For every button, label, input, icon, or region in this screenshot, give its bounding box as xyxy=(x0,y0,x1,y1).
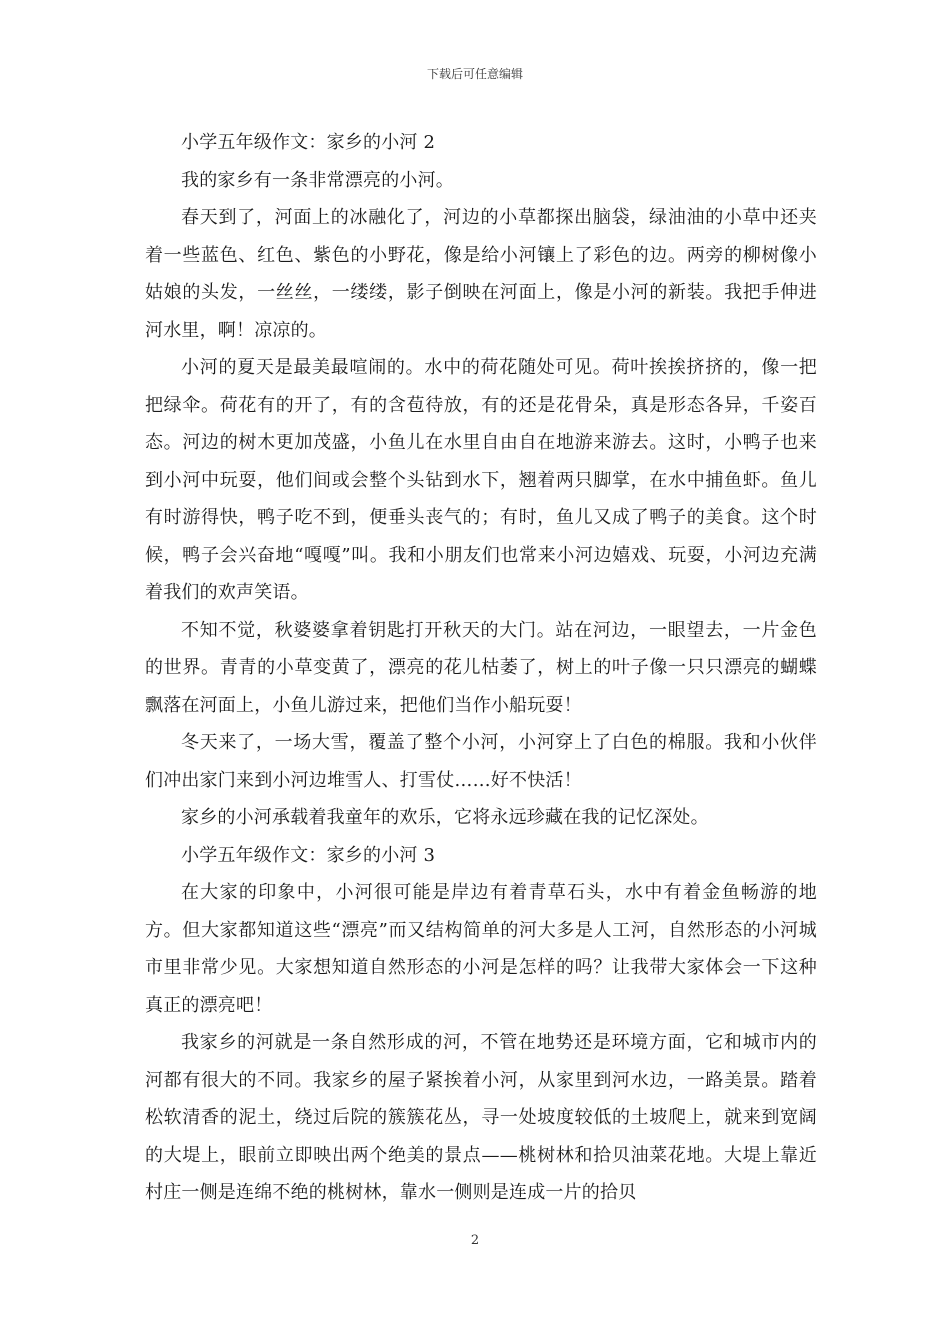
paragraph-hometown-river: 我家乡的河就是一条自然形成的河，不管在地势还是环境方面，它和城市内的河都有很大的不同。我家乡的屋子紧挨着小河，从家里到河水边，一路美景。踏着松软清香的泥土，绕过后院的簇簇花丛，寻一处坡度较低的土坡爬上，就来到宽阔的大堤上，眼前立即映出两个绝美的景点——桃树林和拾贝油菜花地。大堤上靠近村庄一侧是连绵不绝的桃树林，靠水一侧则是连成一片的拾贝 xyxy=(145,1032,817,1203)
page-header: 下载后可任意编辑 xyxy=(426,67,523,81)
paragraph-spring: 春天到了，河面上的冰融化了，河边的小草都探出脑袋，绿油油的小草中还夹着一些蓝色、红色、紫色的小野花，像是给小河镶上了彩色的边。两旁的柳树像小姑娘的头发，一丝丝，一缕缕，影子倒映在河面上，像是小河的新装。我把手伸进河水里，啊！凉凉的。 xyxy=(145,207,817,341)
document-body xyxy=(145,124,817,1212)
essay-title-2: 小学五年级作文：家乡的小河 2 xyxy=(181,132,436,153)
essay-title-3: 小学五年级作文：家乡的小河 3 xyxy=(181,844,436,866)
paragraph-summer: 小河的夏天是最美最喧闹的。水中的荷花随处可见。荷叶挨挨挤挤的，像一把把绿伞。荷花有的开了，有的含苞待放，有的还是花骨朵，真是形态各异，千姿百态。河边的树木更加茂盛，小鱼儿在水里自由自在地游来游去。这时，小鸭子也来到小河中玩耍，他们间或会整个头钻到水下，翘着两只脚掌，在水中捕鱼虾。鱼儿有时游得快，鸭子吃不到，便垂头丧气的；有时，鱼儿又成了鸭子的美食。这个时候，鸭子会兴奋地“嘎嘎”叫。我和小朋友们也常来小河边嬉戏、玩耍，小河边充满着我们的欢声笑语。 xyxy=(145,357,817,603)
paragraph-autumn: 不知不觉，秋婆婆拿着钥匙打开秋天的大门。站在河边，一眼望去，一片金色的世界。青青的小草变黄了，漂亮的花儿枯萎了，树上的叶子像一只只漂亮的蝴蝶飘落在河面上，小鱼儿游过来，把他们当作小船玩耍！ xyxy=(145,619,817,716)
page-number: 2 xyxy=(470,1233,480,1248)
paragraph-intro: 我的家乡有一条非常漂亮的小河。 xyxy=(181,169,454,191)
paragraph-winter: 冬天来了，一场大雪，覆盖了整个小河，小河穿上了白色的棉服。我和小伙伴们冲出家门来到小河边堆雪人、打雪仗……好不快活！ xyxy=(145,732,817,791)
paragraph-conclusion: 家乡的小河承载着我童年的欢乐，它将永远珍藏在我的记忆深处。 xyxy=(181,807,709,828)
paragraph-impression: 在大家的印象中，小河很可能是岸边有着青草石头，水中有着金鱼畅游的地方。但大家都知道这些“漂亮”而又结构简单的河大多是人工河，自然形态的小河城市里非常少见。大家想知道自然形态的小河是怎样的吗？让我带大家体会一下这种真正的漂亮吧！ xyxy=(145,882,817,1016)
